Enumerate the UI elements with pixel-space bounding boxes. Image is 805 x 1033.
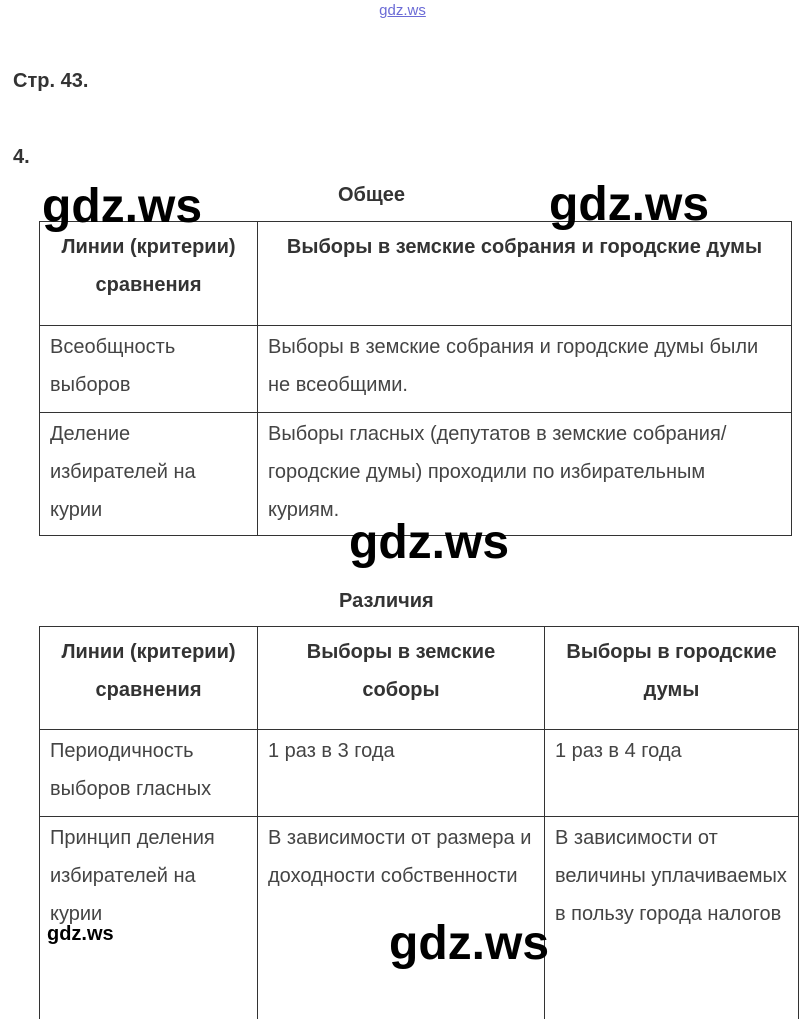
table-cell: Всеобщность выборов — [40, 326, 258, 413]
table-cell: Принцип деления избирателей на курии — [40, 817, 258, 1020]
table-cell: В зависимости от величины уплачиваемых в пользу города налогов — [545, 817, 799, 1020]
table-cell: 1 раз в 3 года — [258, 730, 545, 817]
table-cell: Периодичность выборов гласных — [40, 730, 258, 817]
header-criteria: Линии (критерии) сравнения — [40, 222, 258, 326]
watermark: gdz.ws — [549, 178, 710, 231]
watermark: gdz.ws — [389, 917, 550, 970]
watermark: gdz.ws — [349, 516, 510, 569]
common-table — [39, 221, 792, 536]
watermark: gdz.ws — [42, 180, 203, 233]
table-header-row — [40, 222, 792, 326]
table-cell: В зависимости от размера и доходности собственности — [258, 817, 545, 1020]
page-reference: Стр. 43. — [13, 70, 89, 92]
header-zemstvo: Выборы в земские соборы — [258, 627, 545, 730]
table-cell: Деление избирателей на курии — [40, 413, 258, 536]
header-criteria: Линии (критерии) сравнения — [40, 627, 258, 730]
table-cell: 1 раз в 4 года — [545, 730, 799, 817]
table-header-row — [40, 627, 799, 730]
common-table-title: Общее — [338, 184, 406, 206]
table-row — [40, 730, 799, 817]
table-cell: Выборы гласных (депутатов в земские собрания/городские думы) проходили по избирательным куриям. — [258, 413, 792, 536]
header-elections: Выборы в земские собрания и городские думы — [258, 222, 792, 326]
differences-table-title: Различия — [339, 590, 434, 612]
header-city-duma: Выборы в городские думы — [545, 627, 799, 730]
table-row — [40, 326, 792, 413]
table-cell: Выборы в земские собрания и городские думы были не всеобщими. — [258, 326, 792, 413]
top-watermark-link[interactable]: gdz.ws — [379, 2, 426, 19]
task-number: 4. — [13, 146, 30, 168]
watermark-small: gdz.ws — [47, 923, 114, 945]
